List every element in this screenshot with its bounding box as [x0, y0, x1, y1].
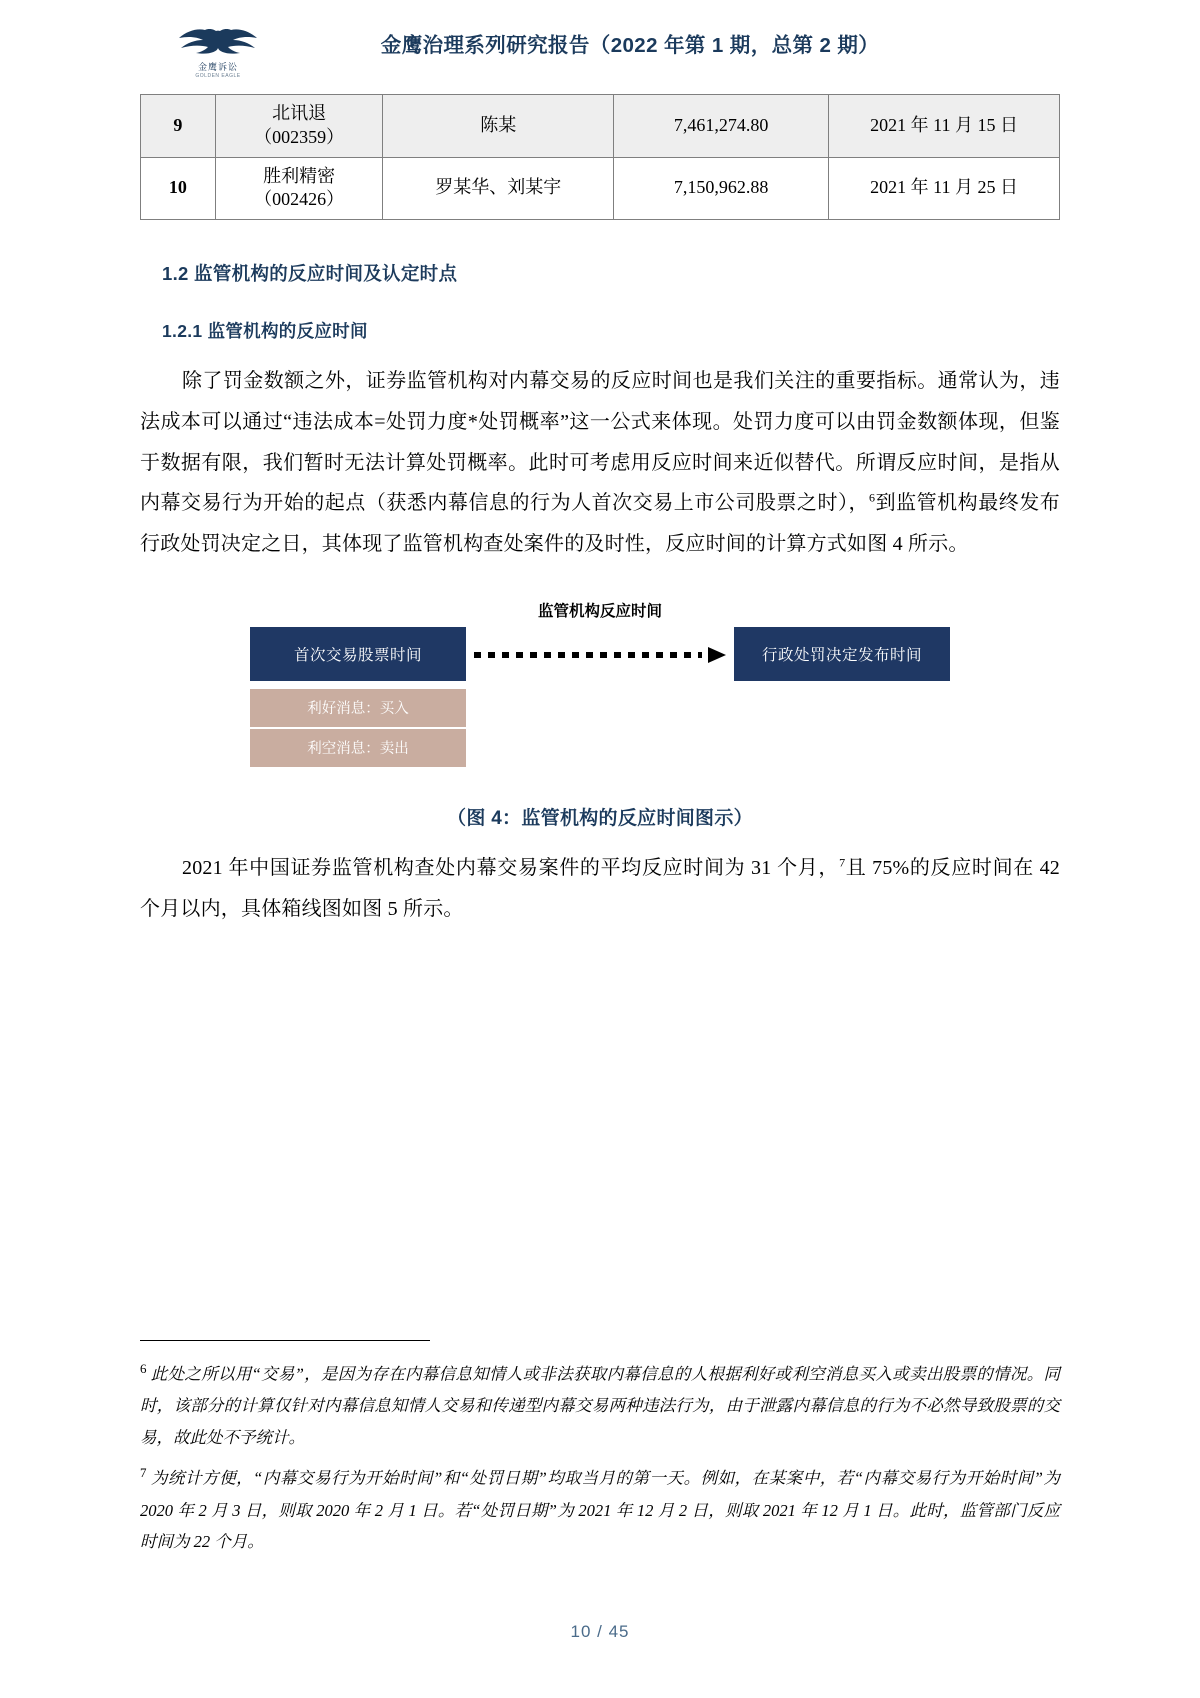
stock-name: 北讯退	[272, 103, 327, 123]
footnote-text: 此处之所以用“交易”，是因为存在内幕信息知情人或非法获取内幕信息的人根据利好或利空消息买入或卖出股票的情况。同时，该部分的计算仅针对内幕信息知情人交易和传递型内幕交易两种违法行为，由于泄露内幕信息的行为不必然导致股票的交易，故此处不予统计。	[140, 1364, 1060, 1447]
stock-code: （002426）	[254, 189, 345, 210]
figure-good-news-box: 利好消息：买入	[250, 689, 466, 727]
paragraph-text: 除了罚金数额之外，证券监管机构对内幕交易的反应时间也是我们关注的重要指标。通常认为，违法成本可以通过“违法成本=处罚力度*处罚概率”这一公式来体现。处罚力度可以由罚金数额体现，但鉴于数据有限，我们暂时无法计算处罚概率。此时可考虑用反应时间来近似替代。所谓反应时间，是指从内幕交易行为开始的起点（获悉内幕信息的行为人首次交易上市公司股票之时），	[140, 370, 1060, 515]
cell-date: 2021 年 11 月 15 日	[829, 95, 1060, 158]
cell-person: 罗某华、刘某宇	[383, 157, 614, 220]
cell-index: 9	[141, 95, 216, 158]
paragraph-text-tail: 到监管机构最终发布行政处罚决定之日，其体现了监管机构查处案件的及时性，反应时间的计算方式如图 4 所示。	[140, 492, 1060, 556]
footnote-number: 6	[140, 1360, 147, 1376]
header-title: 金鹰治理系列研究报告（2022 年第 1 期，总第 2 期）	[380, 34, 880, 57]
footnote-divider	[140, 1340, 430, 1341]
cell-date: 2021 年 11 月 25 日	[829, 157, 1060, 220]
figure-4-diagram	[250, 599, 950, 769]
footnote-ref-6: 6	[869, 490, 876, 505]
footnotes	[140, 1340, 1060, 1566]
cell-amount: 7,150,962.88	[614, 157, 829, 220]
figure-arrow-label: 监管机构反应时间	[537, 602, 662, 620]
paragraph-text: 2021 年中国证券监管机构查处内幕交易案件的平均反应时间为 31 个月，	[182, 856, 840, 879]
page-footer: 10 / 45	[570, 1622, 630, 1641]
cell-stock	[215, 95, 383, 158]
logo	[168, 22, 268, 84]
paragraph-average-reaction	[140, 848, 1060, 930]
eagle-icon	[175, 27, 261, 57]
footnote-7	[140, 1461, 1060, 1558]
figure-arrow-icon	[474, 651, 726, 659]
footnote-text: 为统计方便，“内幕交易行为开始时间”和“处罚日期”均取当月的第一天。例如，在某案中，若“内幕交易行为开始时间”为 2020 年 2 月 3 日，则取 2020 年 2 月 1 日。若“处罚日期”为 2021 年 12 月 2 日，则取 2021 年 12 月 1 日。此时，监管部门反应时间为 22 个月。	[140, 1468, 1060, 1552]
logo-subcaption: GOLDEN EAGLE	[195, 73, 241, 79]
stock-name: 胜利精密	[263, 165, 336, 186]
cell-amount: 7,461,274.80	[614, 95, 829, 158]
footnote-number: 7	[140, 1465, 147, 1481]
footnote-6	[140, 1357, 1060, 1454]
figure-bad-news-box: 利空消息：卖出	[250, 729, 466, 767]
penalty-table	[140, 94, 1060, 220]
table-row	[141, 157, 1060, 220]
paragraph-text-tail: 且 75%的反应时间在 42 个月以内，具体箱线图如图 5 所示。	[140, 856, 1060, 920]
page-header	[140, 0, 1060, 86]
section-heading-1-2: 1.2 监管机构的反应时间及认定时点	[162, 263, 458, 284]
cell-person: 陈某	[383, 95, 614, 158]
table-row	[141, 95, 1060, 158]
cell-stock	[215, 157, 383, 220]
logo-caption: 金鹰诉讼	[197, 62, 238, 72]
footnote-ref-7: 7	[839, 855, 846, 870]
figure-start-box: 首次交易股票时间	[250, 627, 466, 681]
figure-4-caption: （图 4：监管机构的反应时间图示）	[447, 807, 753, 829]
cell-index: 10	[141, 157, 216, 220]
figure-end-box: 行政处罚决定发布时间	[734, 627, 950, 681]
stock-code: （002359）	[254, 126, 345, 147]
paragraph-reaction-time	[140, 361, 1060, 565]
figure-4	[140, 599, 1060, 769]
subsection-heading-1-2-1: 1.2.1 监管机构的反应时间	[162, 321, 368, 341]
